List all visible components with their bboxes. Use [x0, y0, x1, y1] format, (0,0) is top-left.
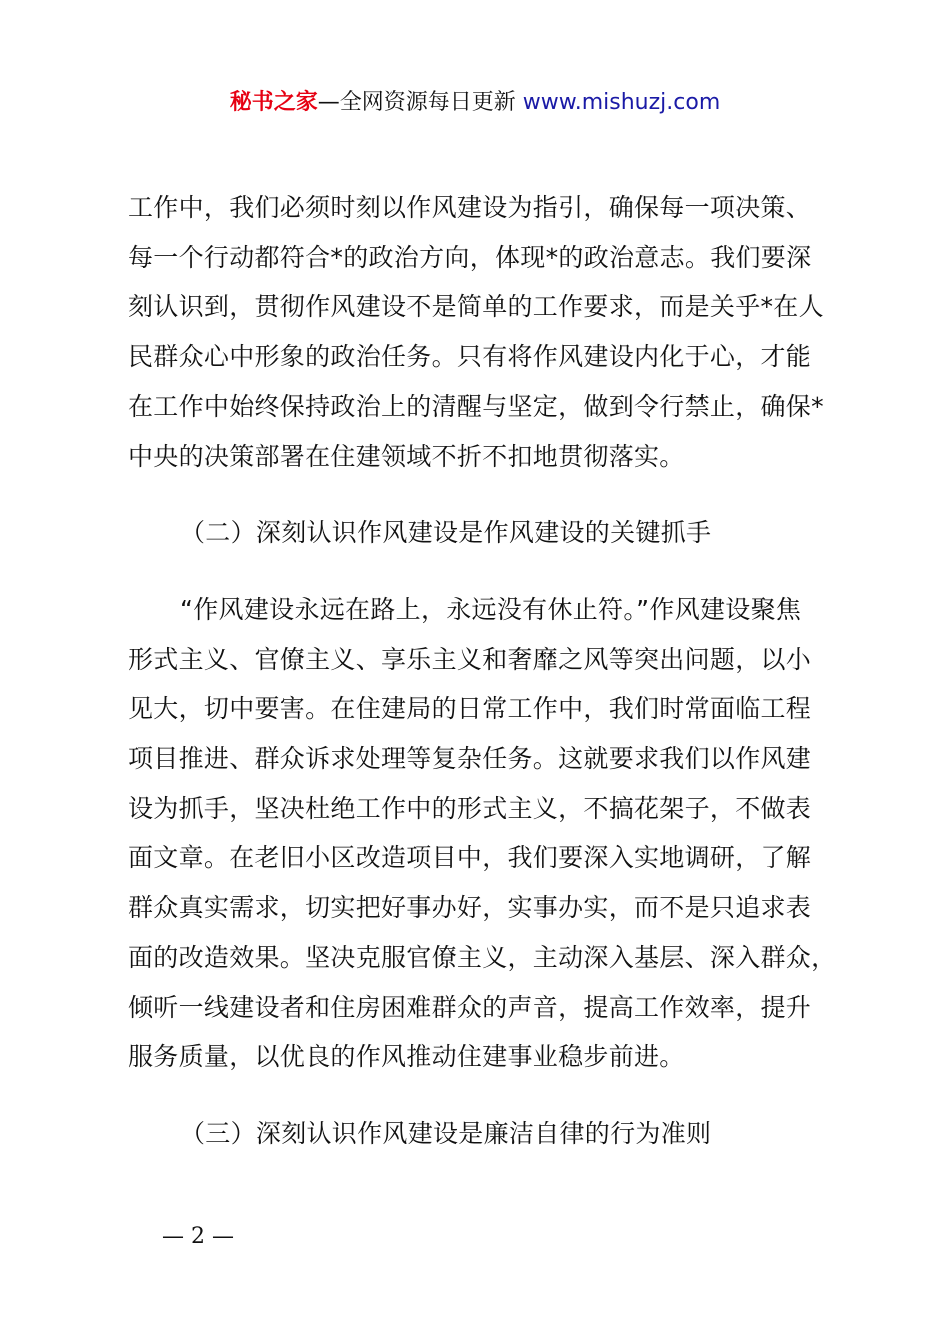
- text-line: 刻认识到，贯彻作风建设不是简单的工作要求，而是关乎*在人: [128, 292, 824, 322]
- text-line: 在工作中始终保持政治上的清醒与坚定，做到令行禁止，确保*: [128, 391, 824, 421]
- site-header: [0, 86, 950, 120]
- text-line: 服务质量，以优良的作风推动住建事业稳步前进。: [128, 1042, 685, 1072]
- header-tagline: —全网资源每日更新: [317, 90, 516, 115]
- brand-name: 秘书之家: [229, 90, 318, 115]
- text-line: 面文章。在老旧小区改造项目中，我们要深入实地调研，了解: [128, 843, 812, 873]
- paragraph-section-2: [128, 585, 837, 1082]
- text-line: 群众真实需求，切实把好事办好，实事办实，而不是只追求表: [128, 893, 812, 923]
- text-line: 中央的决策部署在住建领域不折不扣地贯彻落实。: [128, 441, 685, 471]
- text-line: 设为抓手，坚决杜绝工作中的形式主义，不搞花架子，不做表: [128, 793, 812, 823]
- section-heading-2: （二）深刻认识作风建设是作风建设的关键抓手: [180, 518, 712, 548]
- text-line: “作风建设永远在路上，永远没有休止符。”作风建设聚焦: [180, 594, 802, 624]
- text-line: 民群众心中形象的政治任务。只有将作风建设内化于心，才能: [128, 342, 812, 372]
- page-number: — 2 —: [162, 1224, 234, 1249]
- text-line: 工作中，我们必须时刻以作风建设为指引，确保每一项决策、: [128, 193, 812, 222]
- paragraph-intro: [128, 183, 828, 481]
- document-body: [128, 183, 837, 1159]
- text-line: 见大，切中要害。在住建局的日常工作中，我们时常面临工程: [128, 694, 812, 724]
- text-line: 面的改造效果。坚决克服官僚主义，主动深入基层、深入群众，: [128, 942, 837, 972]
- text-line: 项目推进、群众诉求处理等复杂任务。这就要求我们以作风建: [128, 744, 812, 774]
- section-heading-3: （三）深刻认识作风建设是廉洁自律的行为准则: [180, 1118, 712, 1148]
- text-line: 每一个行动都符合*的政治方向，体现*的政治意志。我们要深: [128, 242, 812, 272]
- site-url-link[interactable]: www.mishuzj.com: [522, 90, 721, 115]
- text-line: 形式主义、官僚主义、享乐主义和奢靡之风等突出问题，以小: [128, 644, 812, 674]
- text-line: 倾听一线建设者和住房困难群众的声音，提高工作效率，提升: [128, 992, 812, 1022]
